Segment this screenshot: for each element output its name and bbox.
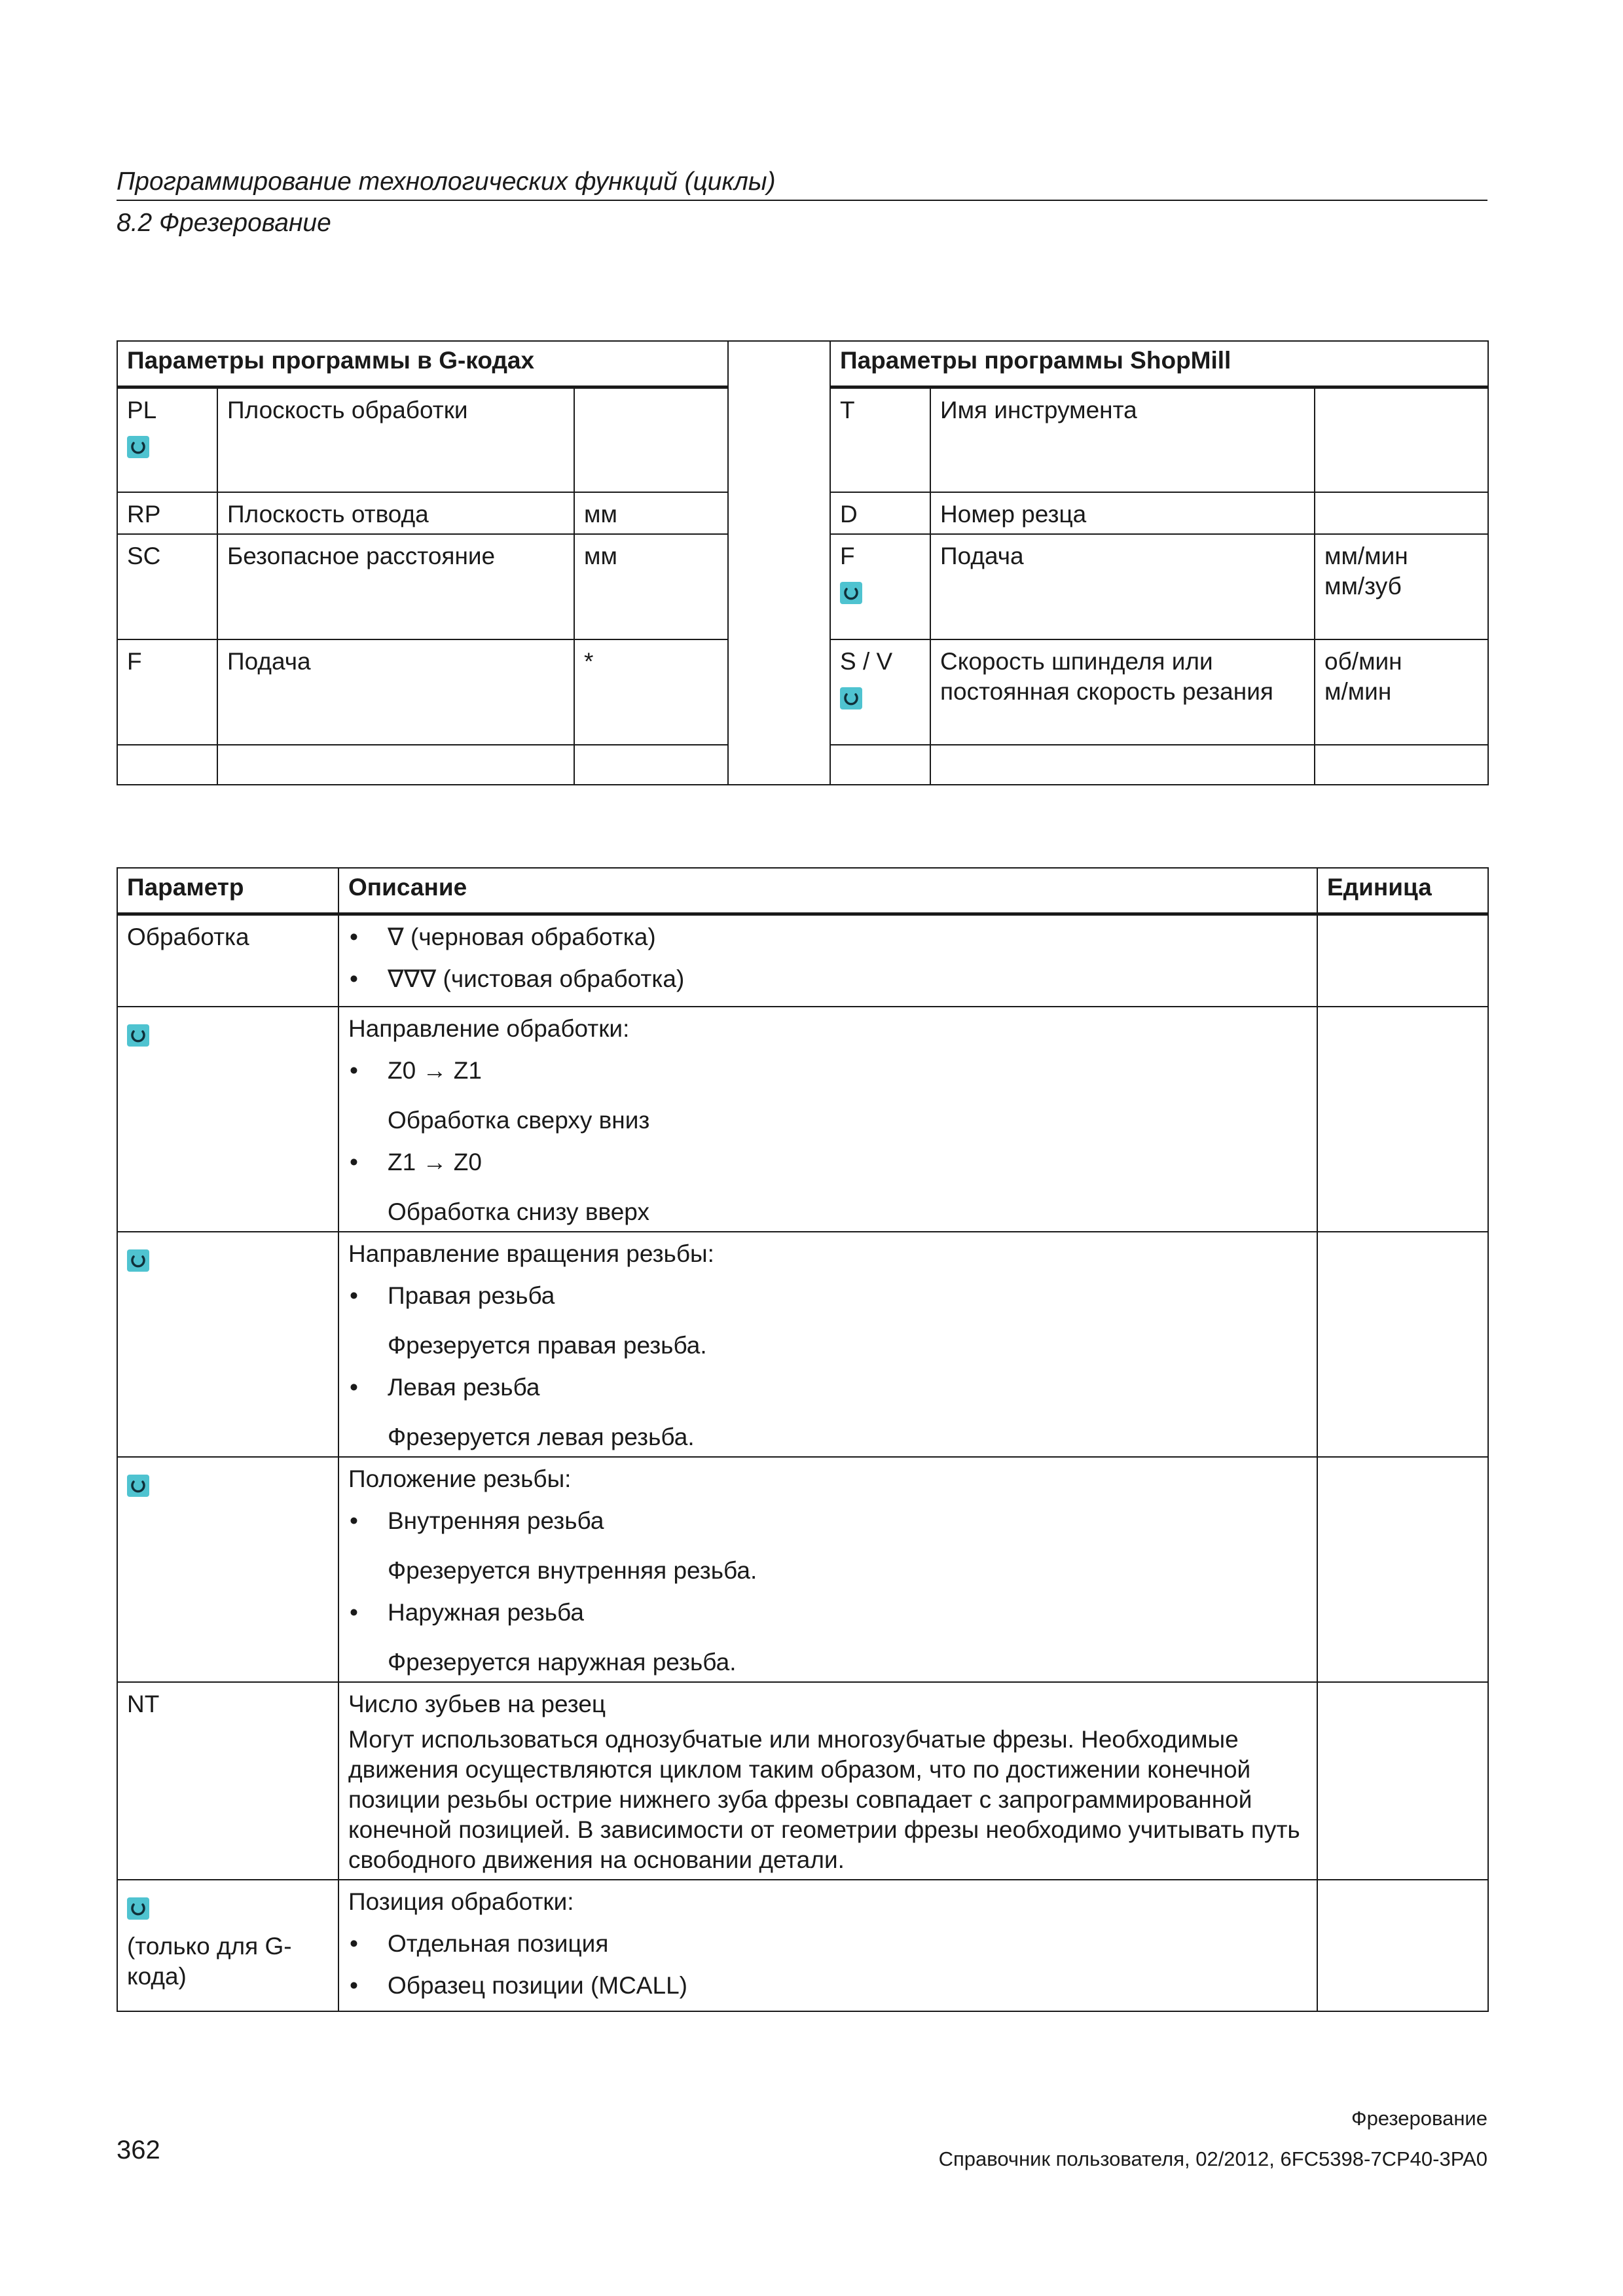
- unit-cell: [1317, 914, 1488, 1007]
- gcode-params-header: Параметры программы в G-кодах: [117, 341, 728, 387]
- table-row: [117, 914, 1488, 1007]
- column-header-unit: Единица: [1317, 868, 1488, 914]
- toggle-icon[interactable]: [127, 1475, 149, 1497]
- program-params-table: [117, 340, 1489, 785]
- table-row: [117, 1880, 1488, 2011]
- bullet: •: [350, 923, 358, 950]
- param-code: T: [830, 387, 930, 492]
- param-unit: [1315, 387, 1488, 492]
- param-code-cell: [830, 639, 930, 745]
- param-unit: об/мин: [1324, 648, 1402, 675]
- toggle-icon[interactable]: [840, 687, 862, 709]
- column-header-param: Параметр: [117, 868, 338, 914]
- chapter-title: Программирование технологических функций (циклы): [117, 168, 776, 196]
- param-unit: мм: [574, 492, 728, 534]
- footer-manual: Справочник пользователя, 02/2012, 6FC5398-7CP40-3PA0: [938, 2147, 1487, 2170]
- empty-cell: [217, 745, 574, 785]
- empty-cell: [830, 745, 930, 785]
- param-unit: м/мин: [1324, 678, 1392, 705]
- param-desc: Имя инструмента: [930, 387, 1315, 492]
- empty-cell: [117, 745, 217, 785]
- option-z0-z1: Z0 → Z1: [388, 1057, 482, 1084]
- param-code: RP: [117, 492, 217, 534]
- parameter-description-table: [117, 867, 1489, 2012]
- param-desc: Плоскость отвода: [217, 492, 574, 534]
- option-external-thread: Наружная резьба: [388, 1599, 584, 1626]
- param-code: F: [840, 543, 855, 569]
- toggle-icon[interactable]: [127, 1024, 149, 1047]
- bullet: •: [350, 1599, 358, 1626]
- param-name: Обработка: [117, 914, 338, 1007]
- option-note: Обработка снизу вверх: [388, 1198, 649, 1225]
- unit-cell: [1317, 1457, 1488, 1682]
- footer-topic: Фрезерование: [1351, 2107, 1487, 2130]
- option-roughing: ∇ (черновая обработка): [388, 923, 656, 950]
- shopmill-params-header: Параметры программы ShopMill: [830, 341, 1488, 387]
- option-finishing: ∇∇∇ (чистовая обработка): [388, 965, 685, 992]
- bullet: •: [350, 1149, 358, 1175]
- page-number: 362: [117, 2136, 160, 2164]
- option-note: Фрезеруется левая резьба.: [388, 1424, 695, 1450]
- param-unit: мм/мин: [1324, 543, 1408, 569]
- param-unit-cell: [1315, 639, 1488, 745]
- bullet: •: [350, 1374, 358, 1401]
- option-note: Фрезеруется правая резьба.: [388, 1332, 707, 1359]
- param-code: F: [117, 639, 217, 745]
- param-desc: Скорость шпинделя или: [940, 648, 1213, 675]
- option-left-thread: Левая резьба: [388, 1374, 540, 1401]
- toggle-icon[interactable]: [840, 582, 862, 604]
- toggle-icon[interactable]: [127, 1249, 149, 1272]
- empty-cell: [574, 745, 728, 785]
- param-unit: [574, 387, 728, 492]
- unit-cell: [1317, 1232, 1488, 1457]
- param-unit: мм/зуб: [1324, 573, 1402, 600]
- param-desc: Подача: [217, 639, 574, 745]
- empty-cell: [1315, 745, 1488, 785]
- param-code: S / V: [840, 648, 893, 675]
- column-header-desc: Описание: [338, 868, 1317, 914]
- table-row: [117, 1232, 1488, 1457]
- param-desc-cell: [930, 639, 1315, 745]
- option-note: Обработка сверху вниз: [388, 1107, 650, 1134]
- option-right-thread: Правая резьба: [388, 1282, 555, 1309]
- unit-cell: [1317, 1880, 1488, 2011]
- option-single-position: Отдельная позиция: [388, 1930, 609, 1957]
- param-name: NT: [117, 1682, 338, 1880]
- row-title: Направление вращения резьбы:: [348, 1240, 714, 1267]
- toggle-icon[interactable]: [127, 436, 149, 458]
- option-position-pattern: Образец позиции (MCALL): [388, 1972, 687, 1999]
- bullet: •: [350, 965, 358, 992]
- empty-cell: [930, 745, 1315, 785]
- unit-cell: [1317, 1007, 1488, 1232]
- bullet: •: [350, 1930, 358, 1957]
- table-row: [117, 1682, 1488, 1880]
- section-title: 8.2 Фрезерование: [117, 209, 331, 237]
- param-code: SC: [117, 534, 217, 639]
- bullet: •: [350, 1282, 358, 1309]
- unit-cell: [1317, 1682, 1488, 1880]
- spacer-column: [728, 341, 830, 785]
- param-desc: постоянная скорость резания: [940, 678, 1273, 705]
- table-row: [117, 1457, 1488, 1682]
- option-z1-z0: Z1 → Z0: [388, 1149, 482, 1175]
- param-code-cell: [117, 387, 217, 492]
- bullet: •: [350, 1972, 358, 1999]
- toggle-icon[interactable]: [127, 1897, 149, 1920]
- option-note: Фрезеруется наружная резьба.: [388, 1649, 737, 1676]
- param-code: PL: [127, 396, 157, 423]
- param-unit: [1315, 492, 1488, 534]
- row-title: Направление обработки:: [348, 1015, 630, 1042]
- param-code-cell: [830, 534, 930, 639]
- header-rule: [117, 200, 1487, 201]
- param-unit: мм: [574, 534, 728, 639]
- row-description: Могут использоваться однозубчатые или многозубчатые фрезы. Необходимые движения осуществляются циклом таким образом, что по достижении конечной позиции резьбы острие нижнего зуба фрезы совпадает с запрограммированной конечной позицией. В зависимости от геометрии фрезы необходимо учитывать путь свободного движения на основании детали.: [348, 1726, 1300, 1873]
- row-title: Положение резьбы:: [348, 1465, 572, 1492]
- param-desc: Номер резца: [930, 492, 1315, 534]
- bullet: •: [350, 1507, 358, 1534]
- bullet: •: [350, 1057, 358, 1084]
- param-desc: Безопасное расстояние: [217, 534, 574, 639]
- param-code: D: [830, 492, 930, 534]
- row-title: Число зубьев на резец: [348, 1691, 606, 1717]
- table-row: [117, 1007, 1488, 1232]
- param-desc: Плоскость обработки: [217, 387, 574, 492]
- option-note: Фрезеруется внутренняя резьба.: [388, 1557, 757, 1584]
- param-desc: Подача: [930, 534, 1315, 639]
- param-unit-cell: [1315, 534, 1488, 639]
- option-internal-thread: Внутренняя резьба: [388, 1507, 604, 1534]
- param-note: (только для G-кода): [127, 1933, 292, 1990]
- param-unit: *: [574, 639, 728, 745]
- row-title: Позиция обработки:: [348, 1888, 574, 1915]
